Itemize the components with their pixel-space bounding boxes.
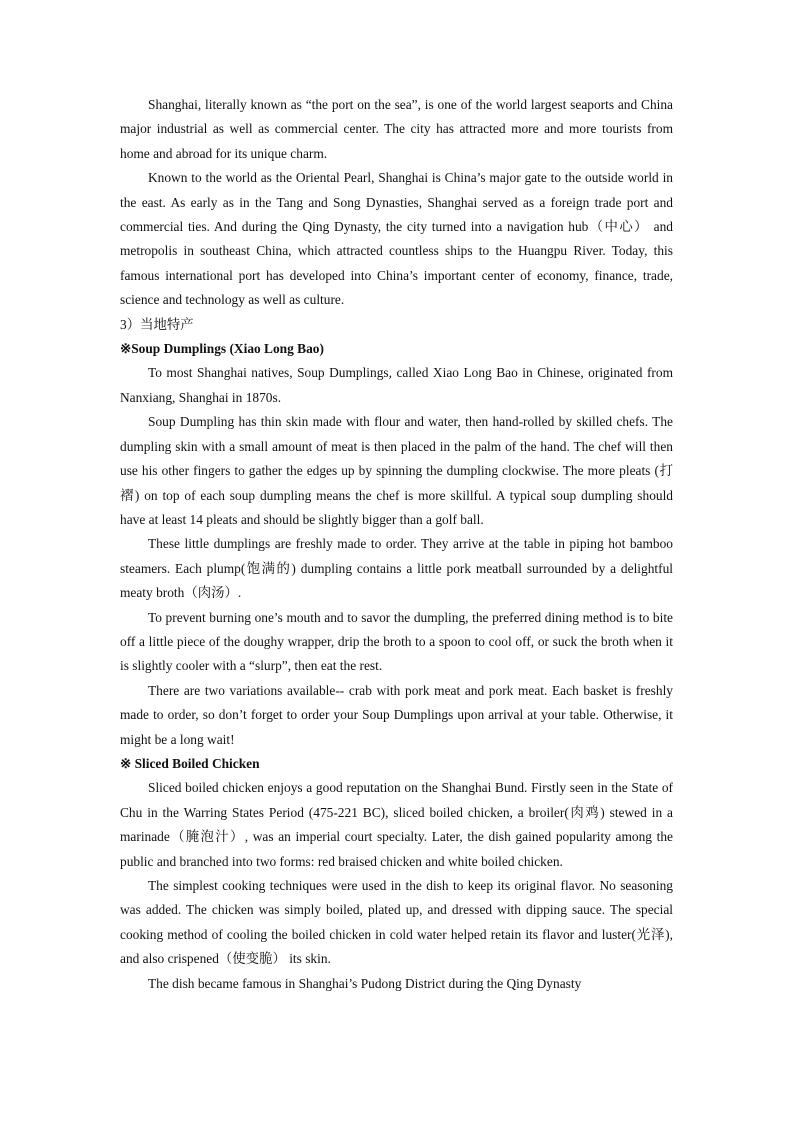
section-label: 3）当地特产	[120, 316, 194, 332]
paragraph-soup-1: To most Shanghai natives, Soup Dumplings, called Xiao Long Bao in Chinese, originated from Nanxiang, Shanghai in 1870s.	[120, 365, 673, 405]
paragraph-soup-4: To prevent burning one’s mouth and to savor the dumpling, the preferred dining method is to bite off a little piece of the doughy wrapper, drip the broth to a spoon to cool off, or suck the broth when it is slightly cooler with a “slurp”, then eat the rest.	[120, 609, 673, 674]
document-page	[120, 93, 673, 996]
paragraph-intro-1: Shanghai, literally known as “the port on the sea”, is one of the world largest seaports and China major industrial as well as commercial center. The city has attracted more and more tourists from home and abroad for its unique charm.	[120, 97, 673, 161]
paragraph-chicken-2: The simplest cooking techniques were used in the dish to keep its original flavor. No seasoning was added. The chicken was simply boiled, plated up, and dressed with dipping sauce. The special cooking method of cooling the boiled chicken in cold water helped retain its flavor and luster(光泽), and also crispened（使变脆） its skin.	[120, 878, 673, 967]
heading-sliced-boiled-chicken: ※ Sliced Boiled Chicken	[120, 755, 260, 771]
paragraph-intro-2: Known to the world as the Oriental Pearl, Shanghai is China’s major gate to the outside world in the east. As early as in the Tang and Song Dynasties, Shanghai served as a foreign trade port and commercial ties. And during the Qing Dynasty, the city turned into a navigation hub（中心） and metropolis in southeast China, which attracted countless ships to the Huangpu River. Today, this famous international port has developed into China’s important center of economy, finance, trade, science and technology as well as culture.	[120, 170, 673, 308]
heading-soup-dumplings: ※Soup Dumplings (Xiao Long Bao)	[120, 341, 324, 357]
paragraph-soup-3: These little dumplings are freshly made to order. They arrive at the table in piping hot bamboo steamers. Each plump(饱满的) dumpling contains a little pork meatball surrounded by a delightful meaty broth（肉汤）.	[120, 536, 673, 601]
paragraph-soup-2: Soup Dumpling has thin skin made with flour and water, then hand-rolled by skilled chefs. The dumpling skin with a small amount of meat is then placed in the palm of the hand. The chef will then use his other fingers to gather the edges up by spinning the dumpling clockwise. The more pleats (打褶) on top of each soup dumpling means the chef is more skillful. A typical soup dumpling should have at least 14 pleats and should be slightly bigger than a golf ball.	[120, 414, 673, 527]
paragraph-soup-5: There are two variations available-- crab with pork meat and pork meat. Each basket is freshly made to order, so don’t forget to order your Soup Dumplings upon arrival at your table. Otherwise, it might be a long wait!	[120, 682, 673, 747]
paragraph-chicken-3: The dish became famous in Shanghai’s Pudong District during the Qing Dynasty	[148, 975, 582, 991]
paragraph-chicken-1: Sliced boiled chicken enjoys a good reputation on the Shanghai Bund. Firstly seen in the State of Chu in the Warring States Period (475-221 BC), sliced boiled chicken, a broiler(肉鸡) stewed in a marinade（腌泡汁）, was an imperial court specialty. Later, the dish gained popularity among the public and branched into two forms: red braised chicken and white boiled chicken.	[120, 780, 673, 869]
